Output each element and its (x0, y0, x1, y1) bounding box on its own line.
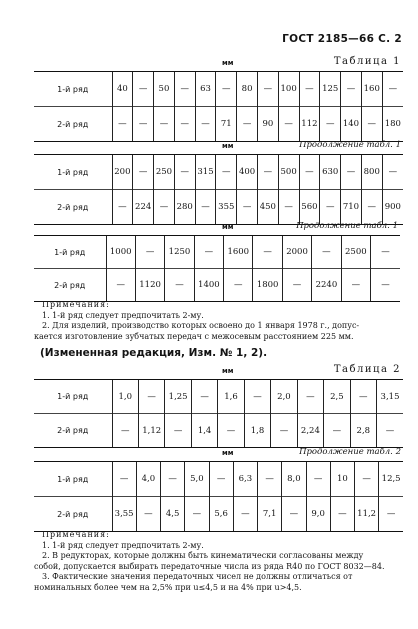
table-cell: 40 (112, 72, 133, 107)
table-title: Таблица 2 (333, 364, 401, 375)
table-cell: 1120 (135, 269, 164, 302)
table-cell: 200 (112, 155, 133, 190)
table-cell: — (161, 462, 185, 497)
table-cell: 315 (195, 155, 216, 190)
table-cell: — (371, 269, 400, 302)
table-cell: — (355, 462, 379, 497)
table-cell: 1,8 (244, 414, 270, 448)
table-cell: 500 (278, 155, 299, 190)
table-cell: — (244, 380, 270, 414)
note-item: 1. 1-й ряд следует предпочитать 2-му. (42, 310, 204, 320)
table-cell: — (135, 236, 164, 269)
note-item-continued: собой, допускается выбирать передаточные числа из ряда R40 по ГОСТ 8032—84. (34, 561, 385, 571)
table-2 (34, 364, 403, 448)
table-1-continued-b (34, 220, 400, 302)
table-title: Продолжение табл. 1 (299, 140, 401, 150)
table-cell: 1,6 (218, 380, 244, 414)
table-cell: 5,0 (185, 462, 209, 497)
table-row (34, 269, 400, 302)
table-cell: 710 (341, 190, 362, 225)
table-cell: 160 (361, 72, 382, 107)
table-cell: — (278, 107, 299, 142)
table-cell: — (361, 107, 382, 142)
row-label: 2-й ряд (34, 269, 106, 302)
table-cell: 560 (299, 190, 320, 225)
notes-block-2 (34, 530, 406, 593)
table-row (34, 155, 403, 190)
table-cell: — (154, 107, 175, 142)
table-cell: — (312, 236, 341, 269)
table-cell: — (233, 497, 257, 532)
table-cell: 3,55 (112, 497, 136, 532)
table-cell: 1600 (224, 236, 253, 269)
data-table (34, 235, 400, 302)
table-cell: 1,0 (112, 380, 138, 414)
table-cell: — (191, 380, 217, 414)
table-cell: — (379, 497, 403, 532)
table-cell: — (341, 72, 362, 107)
table-row (34, 462, 403, 497)
table-cell: 2000 (282, 236, 311, 269)
table-cell: — (209, 462, 233, 497)
table-cell: — (330, 497, 354, 532)
table-cell: — (106, 269, 135, 302)
table-row (34, 107, 403, 142)
table-cell: — (218, 414, 244, 448)
table-cell: 63 (195, 72, 216, 107)
table-cell: 5,6 (209, 497, 233, 532)
table-cell: 1400 (194, 269, 223, 302)
table-cell: — (320, 107, 341, 142)
notes-title: Примечания: (42, 530, 110, 539)
table-cell: — (133, 107, 154, 142)
data-table (34, 71, 403, 142)
table-cell: 50 (154, 72, 175, 107)
edition-note: (Измененная редакция, Изм. № 1, 2). (40, 347, 268, 359)
table-cell: 280 (174, 190, 195, 225)
table-cell: — (271, 414, 297, 448)
table-cell: — (165, 414, 191, 448)
table-row (34, 414, 403, 448)
table-cell: — (112, 190, 133, 225)
table-row (34, 72, 403, 107)
table-cell: 90 (257, 107, 278, 142)
table-cell: — (299, 72, 320, 107)
table-cell: 400 (237, 155, 258, 190)
table-cell: — (216, 72, 237, 107)
table-cell: 2,8 (350, 414, 376, 448)
table-cell: — (297, 380, 323, 414)
row-label: 2-й ряд (34, 107, 112, 142)
table-cell: — (253, 236, 282, 269)
table-cell: 355 (216, 190, 237, 225)
table-cell: — (382, 155, 403, 190)
table-cell: 11,2 (355, 497, 379, 532)
note-item-continued: кается изготовление зубчатых передач с межосевым расстоянием 225 мм. (34, 331, 354, 341)
table-cell: 1,25 (165, 380, 191, 414)
table-cell: — (341, 155, 362, 190)
unit-label: мм (222, 223, 234, 231)
row-label: 2-й ряд (34, 190, 112, 225)
table-cell: — (382, 72, 403, 107)
table-cell: 800 (361, 155, 382, 190)
table-cell: 7,1 (258, 497, 282, 532)
table-cell: — (320, 190, 341, 225)
table-cell: 125 (320, 72, 341, 107)
table-cell: — (165, 269, 194, 302)
table-cell: — (361, 190, 382, 225)
table-cell: 900 (382, 190, 403, 225)
table-cell: 10 (330, 462, 354, 497)
unit-label: мм (222, 142, 234, 150)
table-cell: — (195, 107, 216, 142)
table-cell: 1000 (106, 236, 135, 269)
table-row (34, 497, 403, 532)
row-label: 1-й ряд (34, 462, 112, 497)
table-cell: — (136, 497, 160, 532)
table-cell: 4,0 (136, 462, 160, 497)
table-cell: — (195, 190, 216, 225)
table-row (34, 380, 403, 414)
table-cell: — (371, 236, 400, 269)
table-cell: 2240 (312, 269, 341, 302)
table-1-continued-a (34, 139, 403, 225)
table-cell: 1,4 (191, 414, 217, 448)
table-cell: 1250 (165, 236, 194, 269)
table-cell: 112 (299, 107, 320, 142)
table-cell: — (350, 380, 376, 414)
row-label: 1-й ряд (34, 72, 112, 107)
table-cell: — (324, 414, 350, 448)
table-cell: 450 (257, 190, 278, 225)
table-title: Продолжение табл. 1 (296, 221, 398, 231)
table-cell: 8,0 (282, 462, 306, 497)
table-cell: 140 (341, 107, 362, 142)
table-row (34, 236, 400, 269)
table-cell: — (258, 462, 282, 497)
table-1 (34, 56, 403, 142)
note-item: 1. 1-й ряд следует предпочитать 2-му. (42, 540, 204, 550)
table-cell: — (278, 190, 299, 225)
table-cell: — (174, 155, 195, 190)
table-cell: — (257, 72, 278, 107)
table-cell: 1800 (253, 269, 282, 302)
table-cell: — (237, 107, 258, 142)
table-cell: — (112, 107, 133, 142)
table-cell: — (112, 414, 138, 448)
table-cell: 2,24 (297, 414, 323, 448)
table-cell: 9,0 (306, 497, 330, 532)
table-cell: 12,5 (379, 462, 403, 497)
row-label: 1-й ряд (34, 380, 112, 414)
table-cell: — (299, 155, 320, 190)
unit-label: мм (222, 367, 234, 375)
notes-block-1 (34, 300, 406, 342)
table-cell: — (133, 155, 154, 190)
note-item: 3. Фактические значения передаточных чисел не должны отличаться от (42, 572, 353, 581)
table-cell: — (282, 269, 311, 302)
note-item-continued: номинальных более чем на 2,5% при u≤4,5 и на 4% при u>4,5. (34, 582, 302, 592)
table-title: Продолжение табл. 2 (299, 447, 401, 457)
table-cell: — (306, 462, 330, 497)
table-cell: — (174, 107, 195, 142)
table-cell: 3,15 (377, 380, 403, 414)
row-label: 2-й ряд (34, 414, 112, 448)
table-cell: — (112, 462, 136, 497)
table-cell: — (194, 236, 223, 269)
table-cell: 80 (237, 72, 258, 107)
note-item: 2. В редукторах, которые должны быть кинематически согласованы между (42, 551, 364, 560)
row-label: 1-й ряд (34, 236, 106, 269)
table-cell: — (174, 72, 195, 107)
table-cell: 100 (278, 72, 299, 107)
table-cell: — (154, 190, 175, 225)
table-cell: 180 (382, 107, 403, 142)
data-table (34, 154, 403, 225)
table-cell: — (282, 497, 306, 532)
table-2-continued (34, 446, 403, 532)
table-cell: — (237, 190, 258, 225)
note-item: 2. Для изделий, производство которых освоено до 1 января 1978 г., допус- (42, 321, 360, 330)
unit-label: мм (222, 449, 234, 457)
notes-title: Примечания: (42, 300, 110, 309)
table-cell: 630 (320, 155, 341, 190)
table-title: Таблица 1 (333, 56, 401, 67)
data-table (34, 379, 403, 448)
table-cell: — (257, 155, 278, 190)
table-cell: 250 (154, 155, 175, 190)
table-cell: 4,5 (161, 497, 185, 532)
table-cell: — (341, 269, 370, 302)
table-cell: — (224, 269, 253, 302)
row-label: 2-й ряд (34, 497, 112, 532)
table-cell: — (216, 155, 237, 190)
unit-label: мм (222, 59, 234, 67)
table-cell: 1,12 (138, 414, 164, 448)
page-header: ГОСТ 2185—66 С. 2 (282, 33, 402, 45)
table-cell: 6,3 (233, 462, 257, 497)
row-label: 1-й ряд (34, 155, 112, 190)
table-cell: 2500 (341, 236, 370, 269)
table-cell: — (377, 414, 403, 448)
table-cell: — (185, 497, 209, 532)
table-cell: — (138, 380, 164, 414)
table-cell: 71 (216, 107, 237, 142)
table-cell: 224 (133, 190, 154, 225)
table-cell: 2,0 (271, 380, 297, 414)
table-cell: — (133, 72, 154, 107)
data-table (34, 461, 403, 532)
table-cell: 2,5 (324, 380, 350, 414)
